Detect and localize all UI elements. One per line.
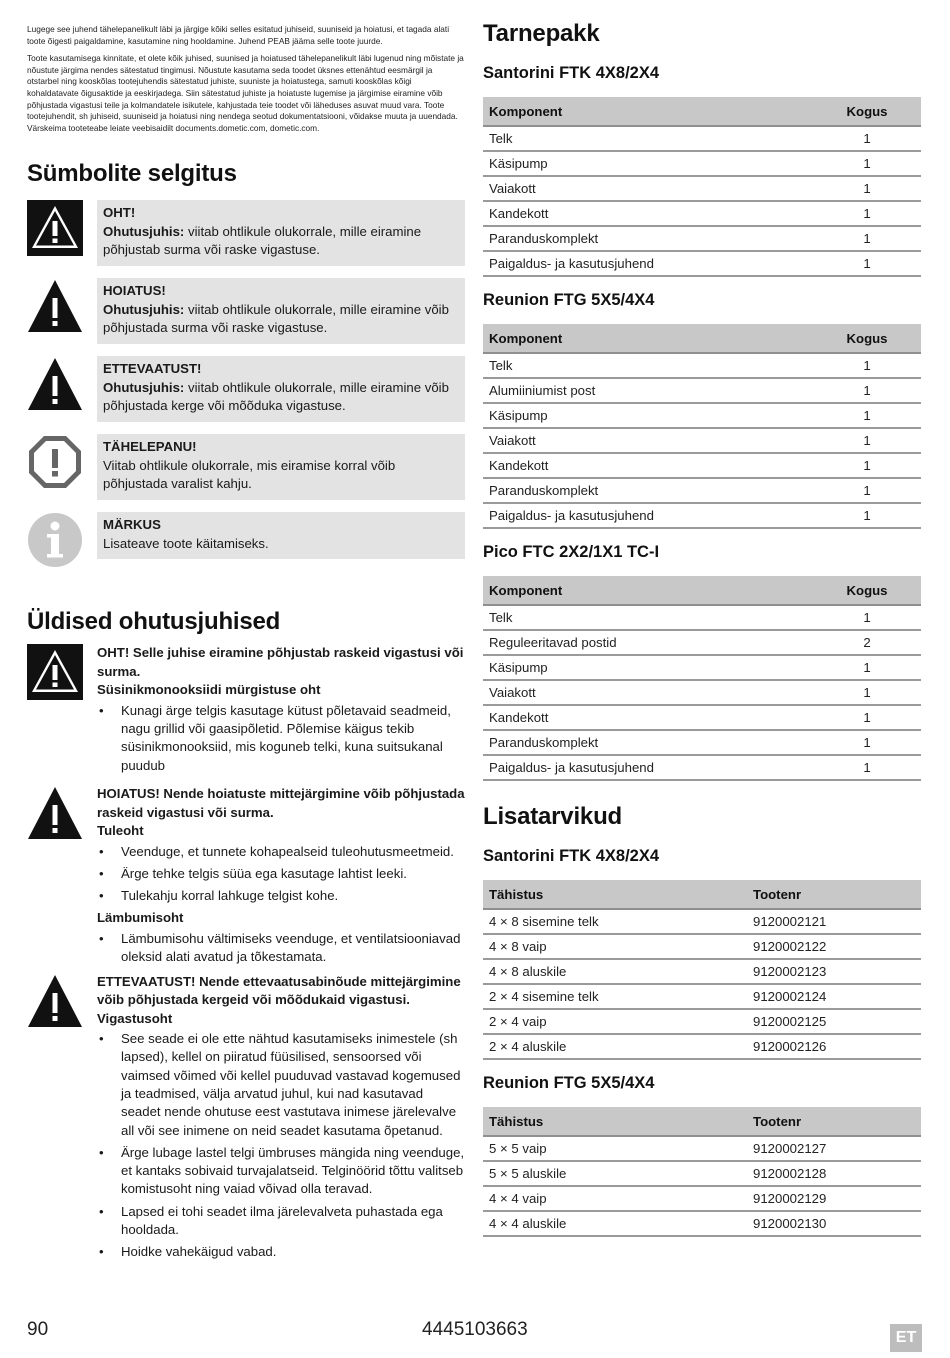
table-cell: 9120002128	[747, 1161, 921, 1186]
table-cell: 2 × 4 aluskile	[483, 1034, 747, 1059]
table-row	[483, 730, 921, 755]
table-cell: Vaiakott	[483, 176, 813, 201]
table-row	[483, 655, 921, 680]
table-row	[483, 353, 921, 378]
table-cell: 4 × 8 sisemine telk	[483, 909, 747, 934]
table-row	[483, 630, 921, 655]
table-cell: 1	[813, 503, 921, 528]
table-row	[483, 403, 921, 428]
table-row	[483, 1034, 921, 1059]
table-row	[483, 909, 921, 934]
bullet-item: • Veenduge, et tunnete kohapealseid tuleohutusmeetmeid.	[97, 843, 465, 861]
table-cell: 9120002123	[747, 959, 921, 984]
symbol-lead: Ohutusjuhis:	[103, 301, 185, 317]
symbol-text: viitab ohtlikule olukorrale, mille eiramine põhjustab surma või raske vigastuse.	[103, 223, 422, 258]
table-group-title: Pico FTC 2X2/1X1 TC-I	[483, 543, 660, 561]
table-cell: 1	[813, 201, 921, 226]
table-cell: 1	[813, 403, 921, 428]
data-table	[483, 97, 921, 277]
data-table	[483, 880, 921, 1060]
caution-icon	[27, 356, 83, 412]
table-cell: 2 × 4 vaip	[483, 1009, 747, 1034]
table-header-cell: Tootenr	[747, 1107, 921, 1136]
table-row	[483, 453, 921, 478]
danger-warning-icon	[27, 200, 83, 256]
table-cell: 9120002121	[747, 909, 921, 934]
danger-sub: Süsinikmonooksiidi mürgistuse oht	[97, 682, 321, 698]
table-cell: 9120002125	[747, 1009, 921, 1034]
danger-block	[27, 644, 465, 775]
table-row	[483, 984, 921, 1009]
table-cell: 1	[813, 251, 921, 276]
table-cell: Käsipump	[483, 151, 813, 176]
warning-block	[27, 785, 465, 966]
table-group-title: Santorini FTK 4X8/2X4	[483, 64, 660, 82]
page-number: 90	[27, 1319, 49, 1340]
intro-paragraph-2: Toote kasutamisega kinnitate, et olete kõik juhised, suunised ja hoiatused tähelepanelikult läbi lugenud ning mõistate ja nõustute järgima nendes sätestatud tingimusi. Nõustute kasutama seda toodet üksnes ettenähtud eesmärgil ja otstarbel ning kooskõlas tootejuhendis sätestatud juhiste, suuniste ja hoiatustega, samuti kooskõlas kõigi kohaldatavate õigusaktide ja eeskirjadega. Siin sätestatud juhiste ja hoiatuste lugemise ja järgimise eiramine võib põhjustada vigastusi teile ja kolmandatele isikutele, kahjustada teie toodet või läheduses asuvat muud vara. Toote tootejuhendit, sh juhiseid, suuniseid ja hoiatusi ning nendega seotud dokumentatsiooni, võidakse muuta ja uuendada. Värskeima tooteteabe leiate veebisaidilt documents.dometic.com, dometic.com.	[27, 53, 464, 133]
caution-sub: Vigastusoht	[97, 1010, 173, 1026]
table-row	[483, 151, 921, 176]
table-cell: 4 × 4 aluskile	[483, 1211, 747, 1236]
warning-icon	[27, 785, 83, 841]
table-cell: 1	[813, 226, 921, 251]
delivery-heading: Tarnepakk	[483, 20, 600, 47]
bullet-item: • See seade ei ole ette nähtud kasutamiseks inimestele (sh lapsed), kellel on piiratud füüsilised, sensoorsed või vaimsed võimed või kellel puuduvad vastavad kogemused ja teadmised, välja arvatud juhul, kui nad kasutavad seadet nende ohutuse eest vastutava inimese järelevalve all või see inimene on neid seadet kasutama õpetanud.	[97, 1030, 465, 1140]
table-row	[483, 605, 921, 630]
warning-sub-fire: Tuleoht	[97, 823, 144, 839]
document-number: 4445103663	[422, 1319, 528, 1340]
table-cell: 1	[813, 176, 921, 201]
table-cell: 4 × 8 vaip	[483, 934, 747, 959]
symbol-row	[27, 434, 465, 498]
symbol-list	[27, 200, 465, 576]
warning-head: HOIATUS! Nende hoiatuste mittejärgimine võib põhjustada raskeid vigastusi või surma.	[97, 786, 465, 820]
table-cell: Käsipump	[483, 403, 813, 428]
delivery-groups	[483, 64, 921, 781]
table-cell: Telk	[483, 605, 813, 630]
table-header-cell: Komponent	[483, 97, 813, 126]
table-cell: Vaiakott	[483, 428, 813, 453]
table-row	[483, 1009, 921, 1034]
data-table	[483, 324, 921, 529]
table-row	[483, 176, 921, 201]
table-cell: Alumiiniumist post	[483, 378, 813, 403]
table-row	[483, 1136, 921, 1161]
table-row	[483, 201, 921, 226]
table-header-cell: Komponent	[483, 576, 813, 605]
table-cell: 9120002122	[747, 934, 921, 959]
table-cell: 1	[813, 378, 921, 403]
table-cell: Kandekott	[483, 705, 813, 730]
table-cell: 1	[813, 730, 921, 755]
danger-head: OHT! Selle juhise eiramine põhjustab raskeid vigastusi või surma.	[97, 645, 464, 679]
table-header-cell: Kogus	[813, 576, 921, 605]
table-cell: 1	[813, 605, 921, 630]
table-row	[483, 503, 921, 528]
table-cell: Paranduskomplekt	[483, 730, 813, 755]
table-row	[483, 959, 921, 984]
table-row	[483, 251, 921, 276]
bullet-item: • Lämbumisohu vältimiseks veenduge, et ventilatsiooniavad oleksid alati avatud ja tõkestamata.	[97, 930, 465, 967]
danger-warning-icon	[27, 644, 83, 700]
table-cell: 1	[813, 705, 921, 730]
table-row	[483, 478, 921, 503]
table-cell: Kandekott	[483, 453, 813, 478]
symbol-text: Viitab ohtlikule olukorrale, mis eiramise korral võib põhjustada varalist kahju.	[103, 457, 396, 492]
caution-bullets	[97, 1030, 465, 1262]
symbol-row	[27, 200, 465, 264]
table-row	[483, 126, 921, 151]
table-row	[483, 428, 921, 453]
table-row	[483, 1211, 921, 1236]
bullet-item: • Ärge tehke telgis süüa ega kasutage lahtist leeki.	[97, 865, 465, 883]
accessories-heading: Lisatarvikud	[483, 803, 622, 830]
table-cell: Telk	[483, 126, 813, 151]
symbol-row	[27, 512, 465, 576]
table-cell: Kandekott	[483, 201, 813, 226]
table-cell: 4 × 4 vaip	[483, 1186, 747, 1211]
table-group-title: Santorini FTK 4X8/2X4	[483, 847, 660, 865]
accessory-groups	[483, 847, 921, 1237]
table-cell: 9120002127	[747, 1136, 921, 1161]
bullet-item: • Tulekahju korral lahkuge telgist kohe.	[97, 887, 465, 905]
table-cell: 1	[813, 655, 921, 680]
bullet-item: • Hoidke vahekäigud vabad.	[97, 1243, 465, 1261]
language-badge: ET	[890, 1324, 922, 1352]
symbol-text: Lisateave toote käitamiseks.	[103, 535, 269, 551]
table-cell: 1	[813, 478, 921, 503]
symbol-title: MÄRKUS	[103, 517, 161, 533]
symbol-title: ETTEVAATUST!	[103, 361, 202, 377]
symbol-title: OHT!	[103, 205, 136, 221]
table-header-cell: Tähistus	[483, 1107, 747, 1136]
caution-icon	[27, 973, 83, 1029]
warning-bullets-suffocation	[97, 930, 465, 967]
symbol-description	[97, 278, 465, 344]
symbol-lead: Ohutusjuhis:	[103, 379, 185, 395]
right-column	[483, 20, 921, 1237]
danger-bullets	[97, 702, 465, 775]
table-cell: 1	[813, 755, 921, 780]
table-cell: Paigaldus- ja kasutusjuhend	[483, 251, 813, 276]
table-row	[483, 680, 921, 705]
table-cell: Vaiakott	[483, 680, 813, 705]
symbols-heading: Sümbolite selgitus	[27, 160, 237, 188]
caution-block	[27, 973, 465, 1262]
table-cell: 1	[813, 151, 921, 176]
notice-octagon-icon	[27, 434, 83, 490]
table-header-cell: Tähistus	[483, 880, 747, 909]
table-cell: Paranduskomplekt	[483, 226, 813, 251]
table-cell: Paigaldus- ja kasutusjuhend	[483, 755, 813, 780]
symbol-description	[97, 200, 465, 266]
info-icon	[27, 512, 83, 568]
data-table	[483, 576, 921, 781]
bullet-item: • Ärge lubage lastel telgi ümbruses mängida ning veenduge, et kantaks sobivaid turvajalatseid. Telginöörid tõttu valitseb komistusoht ning vaiad võivad olla teravad.	[97, 1144, 465, 1199]
symbol-row	[27, 356, 465, 420]
table-cell: 2	[813, 630, 921, 655]
table-cell: 9120002126	[747, 1034, 921, 1059]
table-header-cell: Kogus	[813, 97, 921, 126]
safety-heading: Üldised ohutusjuhised	[27, 608, 281, 636]
table-cell: 9120002129	[747, 1186, 921, 1211]
table-cell: Paranduskomplekt	[483, 478, 813, 503]
intro-paragraph-1: Lugege see juhend tähelepanelikult läbi ja järgige kõiki selles esitatud juhiseid, suuniseid ja hoiatusi, et tagada alati toote õigesti paigaldamine, kasutamine ning hooldamine. Juhend PEAB jääma selle toote juurde.	[27, 24, 450, 46]
table-cell: Paigaldus- ja kasutusjuhend	[483, 503, 813, 528]
bullet-item: • Lapsed ei tohi seadet ilma järelevalveta puhastada ega hooldada.	[97, 1203, 465, 1240]
symbol-title: TÄHELEPANU!	[103, 439, 197, 455]
table-cell: 9120002130	[747, 1211, 921, 1236]
warning-icon	[27, 278, 83, 334]
intro-text	[27, 24, 465, 134]
table-cell: 4 × 8 aluskile	[483, 959, 747, 984]
caution-head: ETTEVAATUST! Nende ettevaatusabinõude mittejärgimine võib põhjustada kergeid või mõõdukaid vigastusi.	[97, 973, 461, 1008]
symbol-lead: Ohutusjuhis:	[103, 223, 185, 239]
table-row	[483, 934, 921, 959]
table-header-cell: Komponent	[483, 324, 813, 353]
table-cell: 5 × 5 aluskile	[483, 1161, 747, 1186]
table-cell: 2 × 4 sisemine telk	[483, 984, 747, 1009]
left-column	[27, 24, 465, 1266]
table-row	[483, 755, 921, 780]
symbol-description	[97, 434, 465, 500]
symbol-row	[27, 278, 465, 342]
symbol-text: viitab ohtlikule olukorrale, mille eiramine võib põhjustada surma või raske vigastuse.	[103, 301, 449, 336]
table-row	[483, 705, 921, 730]
table-header-cell: Kogus	[813, 324, 921, 353]
table-cell: 1	[813, 453, 921, 478]
table-group-title: Reunion FTG 5X5/4X4	[483, 1074, 655, 1092]
table-row	[483, 1186, 921, 1211]
table-row	[483, 378, 921, 403]
symbol-description	[97, 356, 465, 422]
table-header-cell: Tootenr	[747, 880, 921, 909]
table-group-title: Reunion FTG 5X5/4X4	[483, 291, 655, 309]
symbol-description	[97, 512, 465, 559]
table-cell: 1	[813, 428, 921, 453]
table-cell: 9120002124	[747, 984, 921, 1009]
table-cell: 1	[813, 126, 921, 151]
table-cell: Telk	[483, 353, 813, 378]
warning-bullets-fire	[97, 843, 465, 906]
bullet-item: • Kunagi ärge telgis kasutage kütust põletavaid seadmeid, nagu grillid või gaasipõletid. Põlemise käigus tekib süsinikmonooksiid, mis koguneb telki, kuna suitsukanal puudub	[97, 702, 465, 775]
table-cell: 1	[813, 680, 921, 705]
table-cell: Käsipump	[483, 655, 813, 680]
table-cell: Reguleeritavad postid	[483, 630, 813, 655]
data-table	[483, 1107, 921, 1237]
table-cell: 5 × 5 vaip	[483, 1136, 747, 1161]
warning-sub-suffocation: Lämbumisoht	[97, 910, 184, 926]
symbol-text: viitab ohtlikule olukorrale, mille eiramine võib põhjustada kerge või mõõduka vigastuse.	[103, 379, 449, 414]
symbol-title: HOIATUS!	[103, 283, 166, 299]
table-row	[483, 1161, 921, 1186]
table-cell: 1	[813, 353, 921, 378]
table-row	[483, 226, 921, 251]
